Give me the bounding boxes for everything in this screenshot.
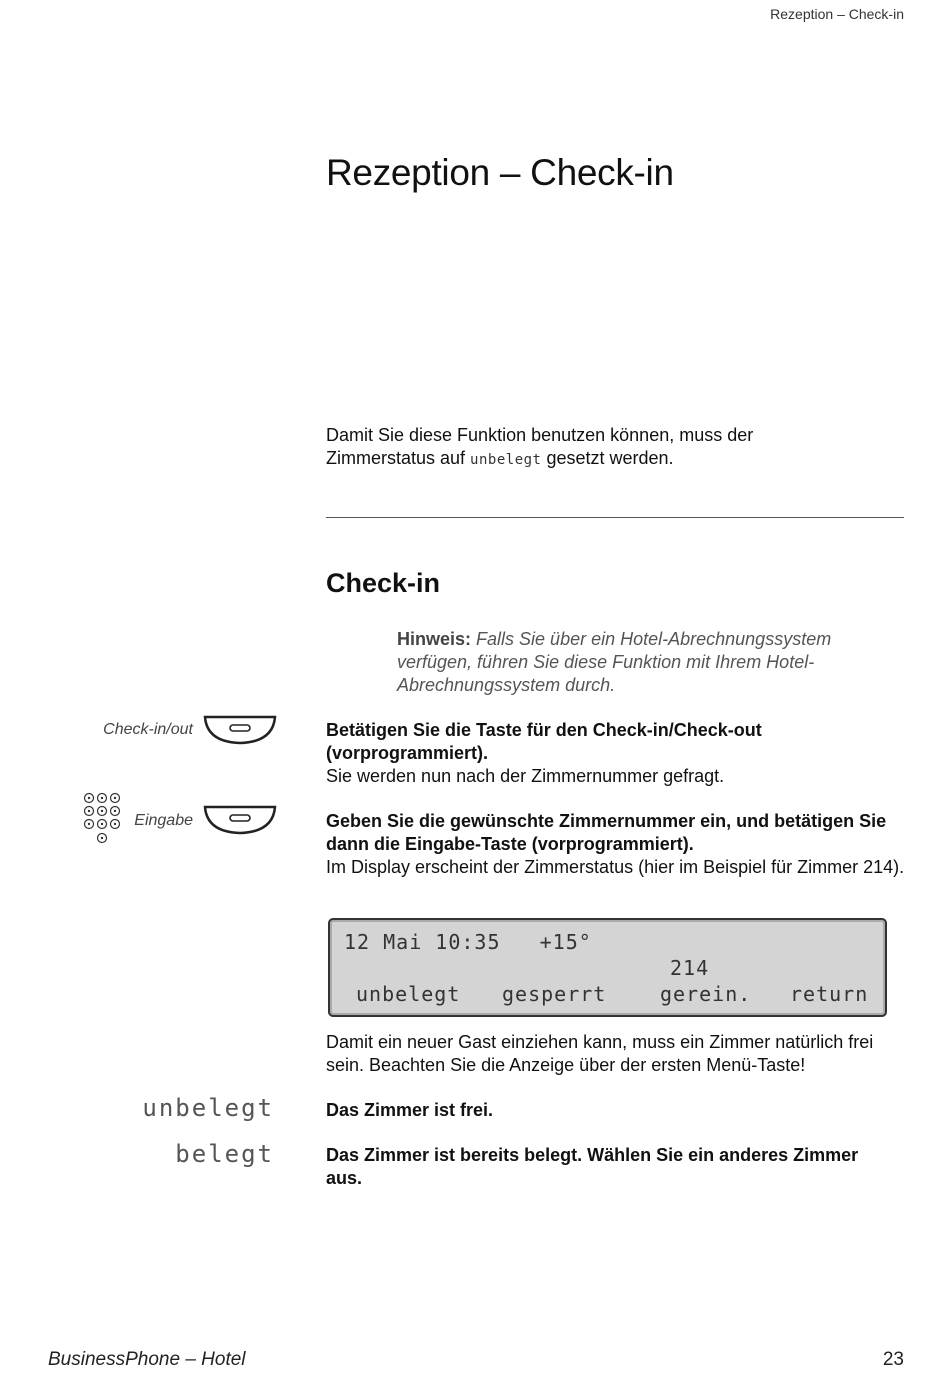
page-number: 23 (882, 1349, 904, 1370)
running-header: Rezeption – Check-in (770, 6, 904, 22)
step-1-result: Sie werden nun nach der Zimmernummer gefragt. (326, 766, 725, 786)
intro-status-word: unbelegt (470, 452, 542, 468)
step-2-instruction: Geben Sie die gewünschte Zimmernummer ein, und betätigen Sie dann die Eingabe-Taste (vorprogrammiert). (326, 811, 887, 854)
status-desc-belegt-text: Das Zimmer ist bereits belegt. Wählen Sie ein anderes Zimmer aus. (326, 1145, 859, 1188)
status-code-belegt: belegt (175, 1140, 274, 1168)
footer-title: BusinessPhone – Hotel (48, 1349, 246, 1370)
status-desc-belegt (326, 1144, 886, 1190)
section-divider (326, 517, 904, 518)
intro-text-before: Damit Sie diese Funktion benutzen können, muss der Zimmerstatus auf (326, 425, 754, 468)
checkin-key-label: Check-in/out (103, 721, 193, 738)
softkey-icon (203, 715, 277, 745)
after-display-paragraph: Damit ein neuer Gast einziehen kann, muss ein Zimmer natürlich frei sein. Beachten Sie die Anzeige über der ersten Menü-Taste! (326, 1032, 874, 1075)
status-code-unbelegt: unbelegt (142, 1094, 274, 1122)
display-menu-3: gerein. (660, 982, 752, 1006)
softkey-icon (203, 805, 277, 835)
step-1-instruction: Betätigen Sie die Taste für den Check-in/Check-out (vorprogrammiert). (326, 720, 762, 763)
note-label: Hinweis: (397, 629, 472, 649)
step-2-result: Im Display erscheint der Zimmerstatus (hier im Beispiel für Zimmer 214). (326, 857, 905, 877)
display-line-1: 12 Mai 10:35 +15° (344, 930, 592, 954)
checkin-key-button[interactable] (203, 715, 277, 745)
page-title: Rezeption – Check-in (326, 152, 674, 193)
display-menu-4: return (790, 982, 869, 1006)
phone-display (328, 918, 887, 1017)
intro-paragraph (326, 424, 846, 472)
enter-key-button[interactable] (203, 805, 277, 835)
display-menu-2: gesperrt (502, 982, 607, 1006)
display-menu-1: unbelegt (356, 982, 461, 1006)
status-desc-unbelegt-text: Das Zimmer ist frei. (326, 1100, 494, 1120)
keypad-icon (83, 792, 125, 853)
note-text: Falls Sie über ein Hotel-Abrechnungssystem verfügen, führen Sie diese Funktion mit Ihrem Hotel-Abrechnungssystem durch. (397, 629, 832, 695)
intro-text-after: gesetzt werden. (541, 448, 674, 468)
enter-key-label: Eingabe (134, 812, 193, 829)
step-1-text (326, 719, 926, 788)
status-desc-unbelegt (326, 1099, 926, 1122)
note-box (397, 628, 897, 697)
step-2-text (326, 810, 926, 879)
display-line-2: 214 (670, 956, 710, 980)
section-title: Check-in (326, 568, 441, 598)
